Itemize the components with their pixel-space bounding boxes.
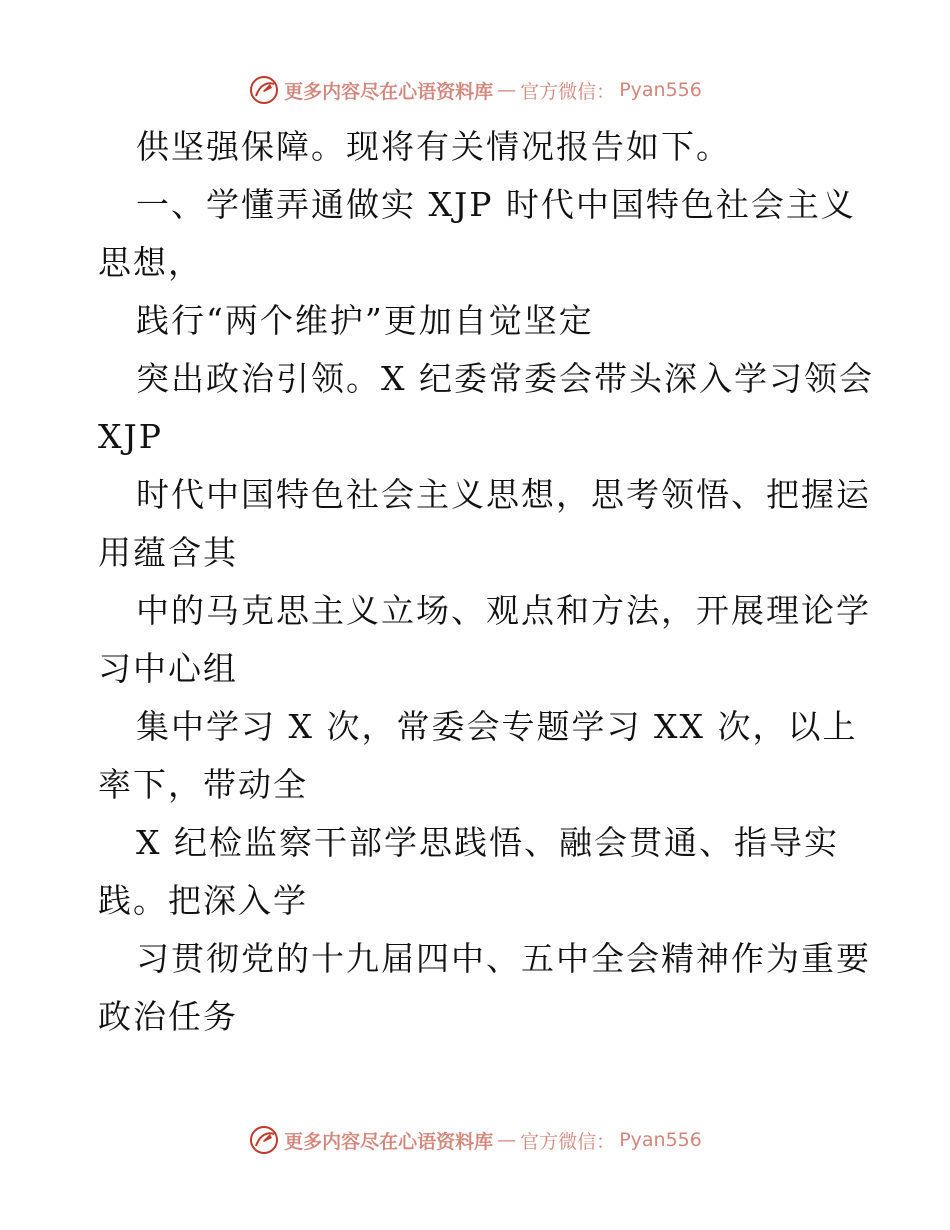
text-line: X 纪检监察干部学思践悟、融会贯通、指导实 xyxy=(136,823,839,862)
text-line: 突出政治引领。X 纪委常委会带头深入学习领会 xyxy=(136,359,874,398)
text-line: 习贯彻党的十九届四中、五中全会精神作为重要 xyxy=(136,939,871,978)
watermark-label: 官方微信： xyxy=(520,1130,616,1153)
text-line: 用蕴含其 xyxy=(98,533,238,572)
text-line: 践行“两个维护”更加自觉坚定 xyxy=(136,301,594,340)
text-line: 践。把深入学 xyxy=(98,881,308,920)
watermark-banner-bottom xyxy=(0,1120,950,1160)
text-line: 率下，带动全 xyxy=(98,765,308,804)
watermark-content xyxy=(248,74,702,106)
watermark-label: 官方微信： xyxy=(520,80,616,103)
watermark-content xyxy=(248,1124,702,1156)
watermark-id: Pyan556 xyxy=(619,1129,702,1151)
watermark-brand: 更多内容尽在心语资料库 xyxy=(284,1130,494,1153)
text-line: XJP xyxy=(98,417,163,456)
text-line: 供坚强保障。现将有关情况报告如下。 xyxy=(136,127,731,166)
text-line: 思想， xyxy=(98,243,203,282)
pen-nib-logo-icon xyxy=(248,74,280,106)
watermark-banner-top xyxy=(0,70,950,110)
watermark-brand: 更多内容尽在心语资料库 xyxy=(284,80,494,103)
text-line: 集中学习 X 次，常委会专题学习 XX 次，以上 xyxy=(136,707,858,746)
watermark-dash: — xyxy=(497,1129,517,1151)
pen-nib-logo-icon xyxy=(248,1124,280,1156)
text-line: 政治任务 xyxy=(98,997,238,1036)
document-body xyxy=(98,118,874,1046)
watermark-dash: — xyxy=(497,79,517,101)
text-line: 时代中国特色社会主义思想，思考领悟、把握运 xyxy=(136,475,871,514)
text-line: 一、学懂弄通做实 XJP 时代中国特色社会主义 xyxy=(136,185,856,224)
text-line: 中的马克思主义立场、观点和方法，开展理论学 xyxy=(136,591,871,630)
watermark-id: Pyan556 xyxy=(619,79,702,101)
text-line: 习中心组 xyxy=(98,649,238,688)
